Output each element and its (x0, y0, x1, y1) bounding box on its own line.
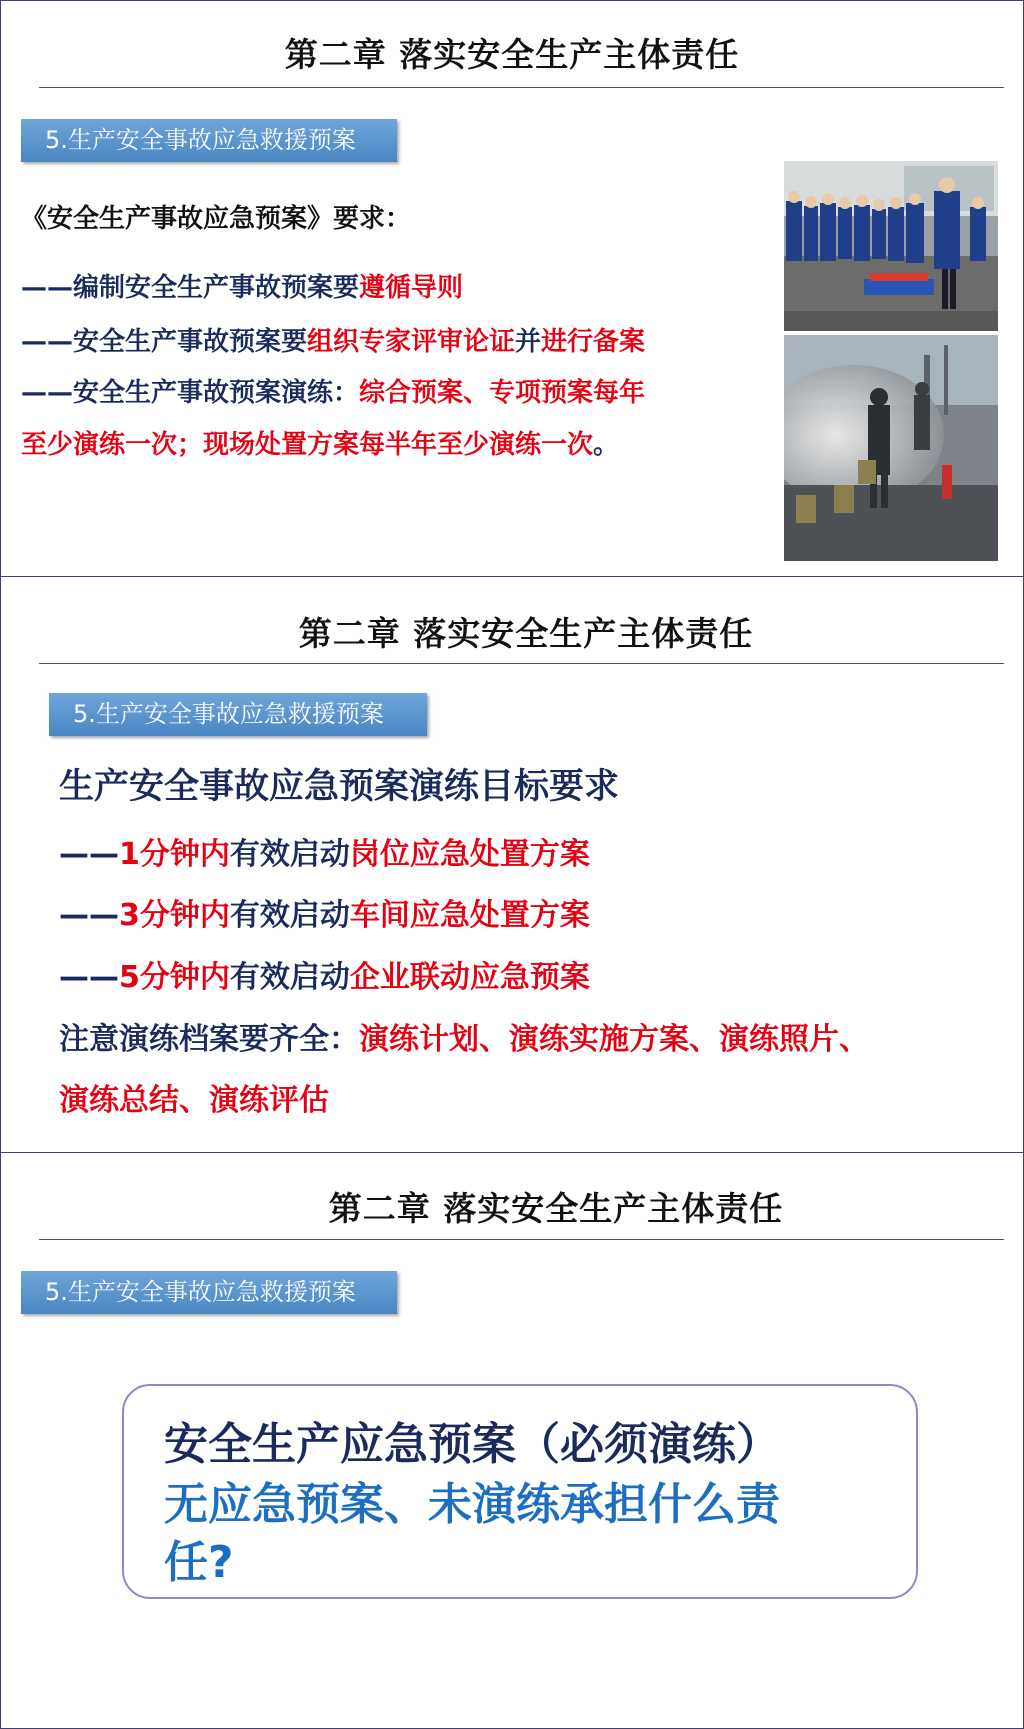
item-target: 企业联动应急预案 (349, 960, 590, 995)
item-time: 1分钟内 (119, 837, 230, 872)
section-tag: 5.生产安全事故应急救援预案 (49, 693, 427, 736)
item-time: 5分钟内 (119, 960, 230, 995)
title-divider (39, 1239, 1004, 1240)
line-highlight: 进行备案 (541, 327, 646, 357)
line-text: ——安全生产事故预案演练： (21, 378, 360, 408)
drill-goal-item-1 (59, 829, 590, 873)
line-highlight: 遵循导则 (359, 273, 464, 303)
drill-crowd-image (784, 161, 998, 331)
line-text: ——安全生产事故预案要 (21, 327, 308, 357)
fire-drill-photo (784, 335, 998, 561)
item-time: 3分钟内 (119, 898, 230, 933)
requirement-heading: 《安全生产事故应急预案》要求： (21, 204, 412, 234)
item-dash: —— (59, 837, 119, 872)
section-tag: 5.生产安全事故应急救援预案 (21, 1271, 397, 1314)
requirement-line-4 (21, 424, 619, 461)
archive-note-items: 演练计划、演练实施方案、演练照片、 (359, 1022, 869, 1057)
title-divider (39, 663, 1004, 664)
item-target: 岗位应急处置方案 (349, 837, 590, 872)
line-text: ——编制安全生产事故预案要 (21, 273, 360, 303)
line-highlight: 综合预案、专项预案每年 (359, 378, 646, 408)
slide-title: 第二章 落实安全生产主体责任 (284, 35, 740, 74)
section-tag: 5.生产安全事故应急救援预案 (21, 119, 397, 162)
requirement-line-2 (21, 321, 645, 358)
archive-note-line-1 (59, 1014, 869, 1058)
slide-title: 第二章 落实安全生产主体责任 (328, 1189, 784, 1228)
callout-line-2: 无应急预案、未演练承担什么责 (164, 1479, 780, 1530)
callout-line-1: 安全生产应急预案（必须演练） (164, 1419, 780, 1470)
title-divider (39, 87, 1004, 88)
drill-crowd-photo (784, 161, 998, 331)
archive-note-line-2: 演练总结、演练评估 (59, 1083, 329, 1118)
requirement-line-1 (21, 267, 463, 304)
item-mid: 有效启动 (229, 898, 350, 933)
line-text: 。 (593, 430, 620, 460)
requirement-line-3 (21, 372, 645, 409)
drill-goal-item-3 (59, 952, 590, 996)
slide-title: 第二章 落实安全生产主体责任 (298, 614, 754, 653)
slide-1 (0, 0, 1024, 577)
question-callout (122, 1384, 918, 1599)
item-mid: 有效启动 (229, 837, 350, 872)
item-target: 车间应急处置方案 (349, 898, 590, 933)
slide-3 (0, 1152, 1024, 1729)
slide-2 (0, 576, 1024, 1153)
item-dash: —— (59, 898, 119, 933)
item-mid: 有效启动 (229, 960, 350, 995)
drill-goal-item-2 (59, 890, 590, 934)
archive-note-label: 注意演练档案要齐全： (59, 1022, 359, 1057)
fire-drill-image (784, 335, 998, 561)
drill-goal-heading: 生产安全事故应急预案演练目标要求 (59, 767, 620, 807)
line-highlight: 至少演练一次；现场处置方案每半年至少演练一次 (21, 430, 594, 460)
line-highlight: 组织专家评审论证 (307, 327, 516, 357)
line-text: 并 (515, 327, 542, 357)
callout-line-3: 任? (164, 1537, 234, 1588)
item-dash: —— (59, 960, 119, 995)
